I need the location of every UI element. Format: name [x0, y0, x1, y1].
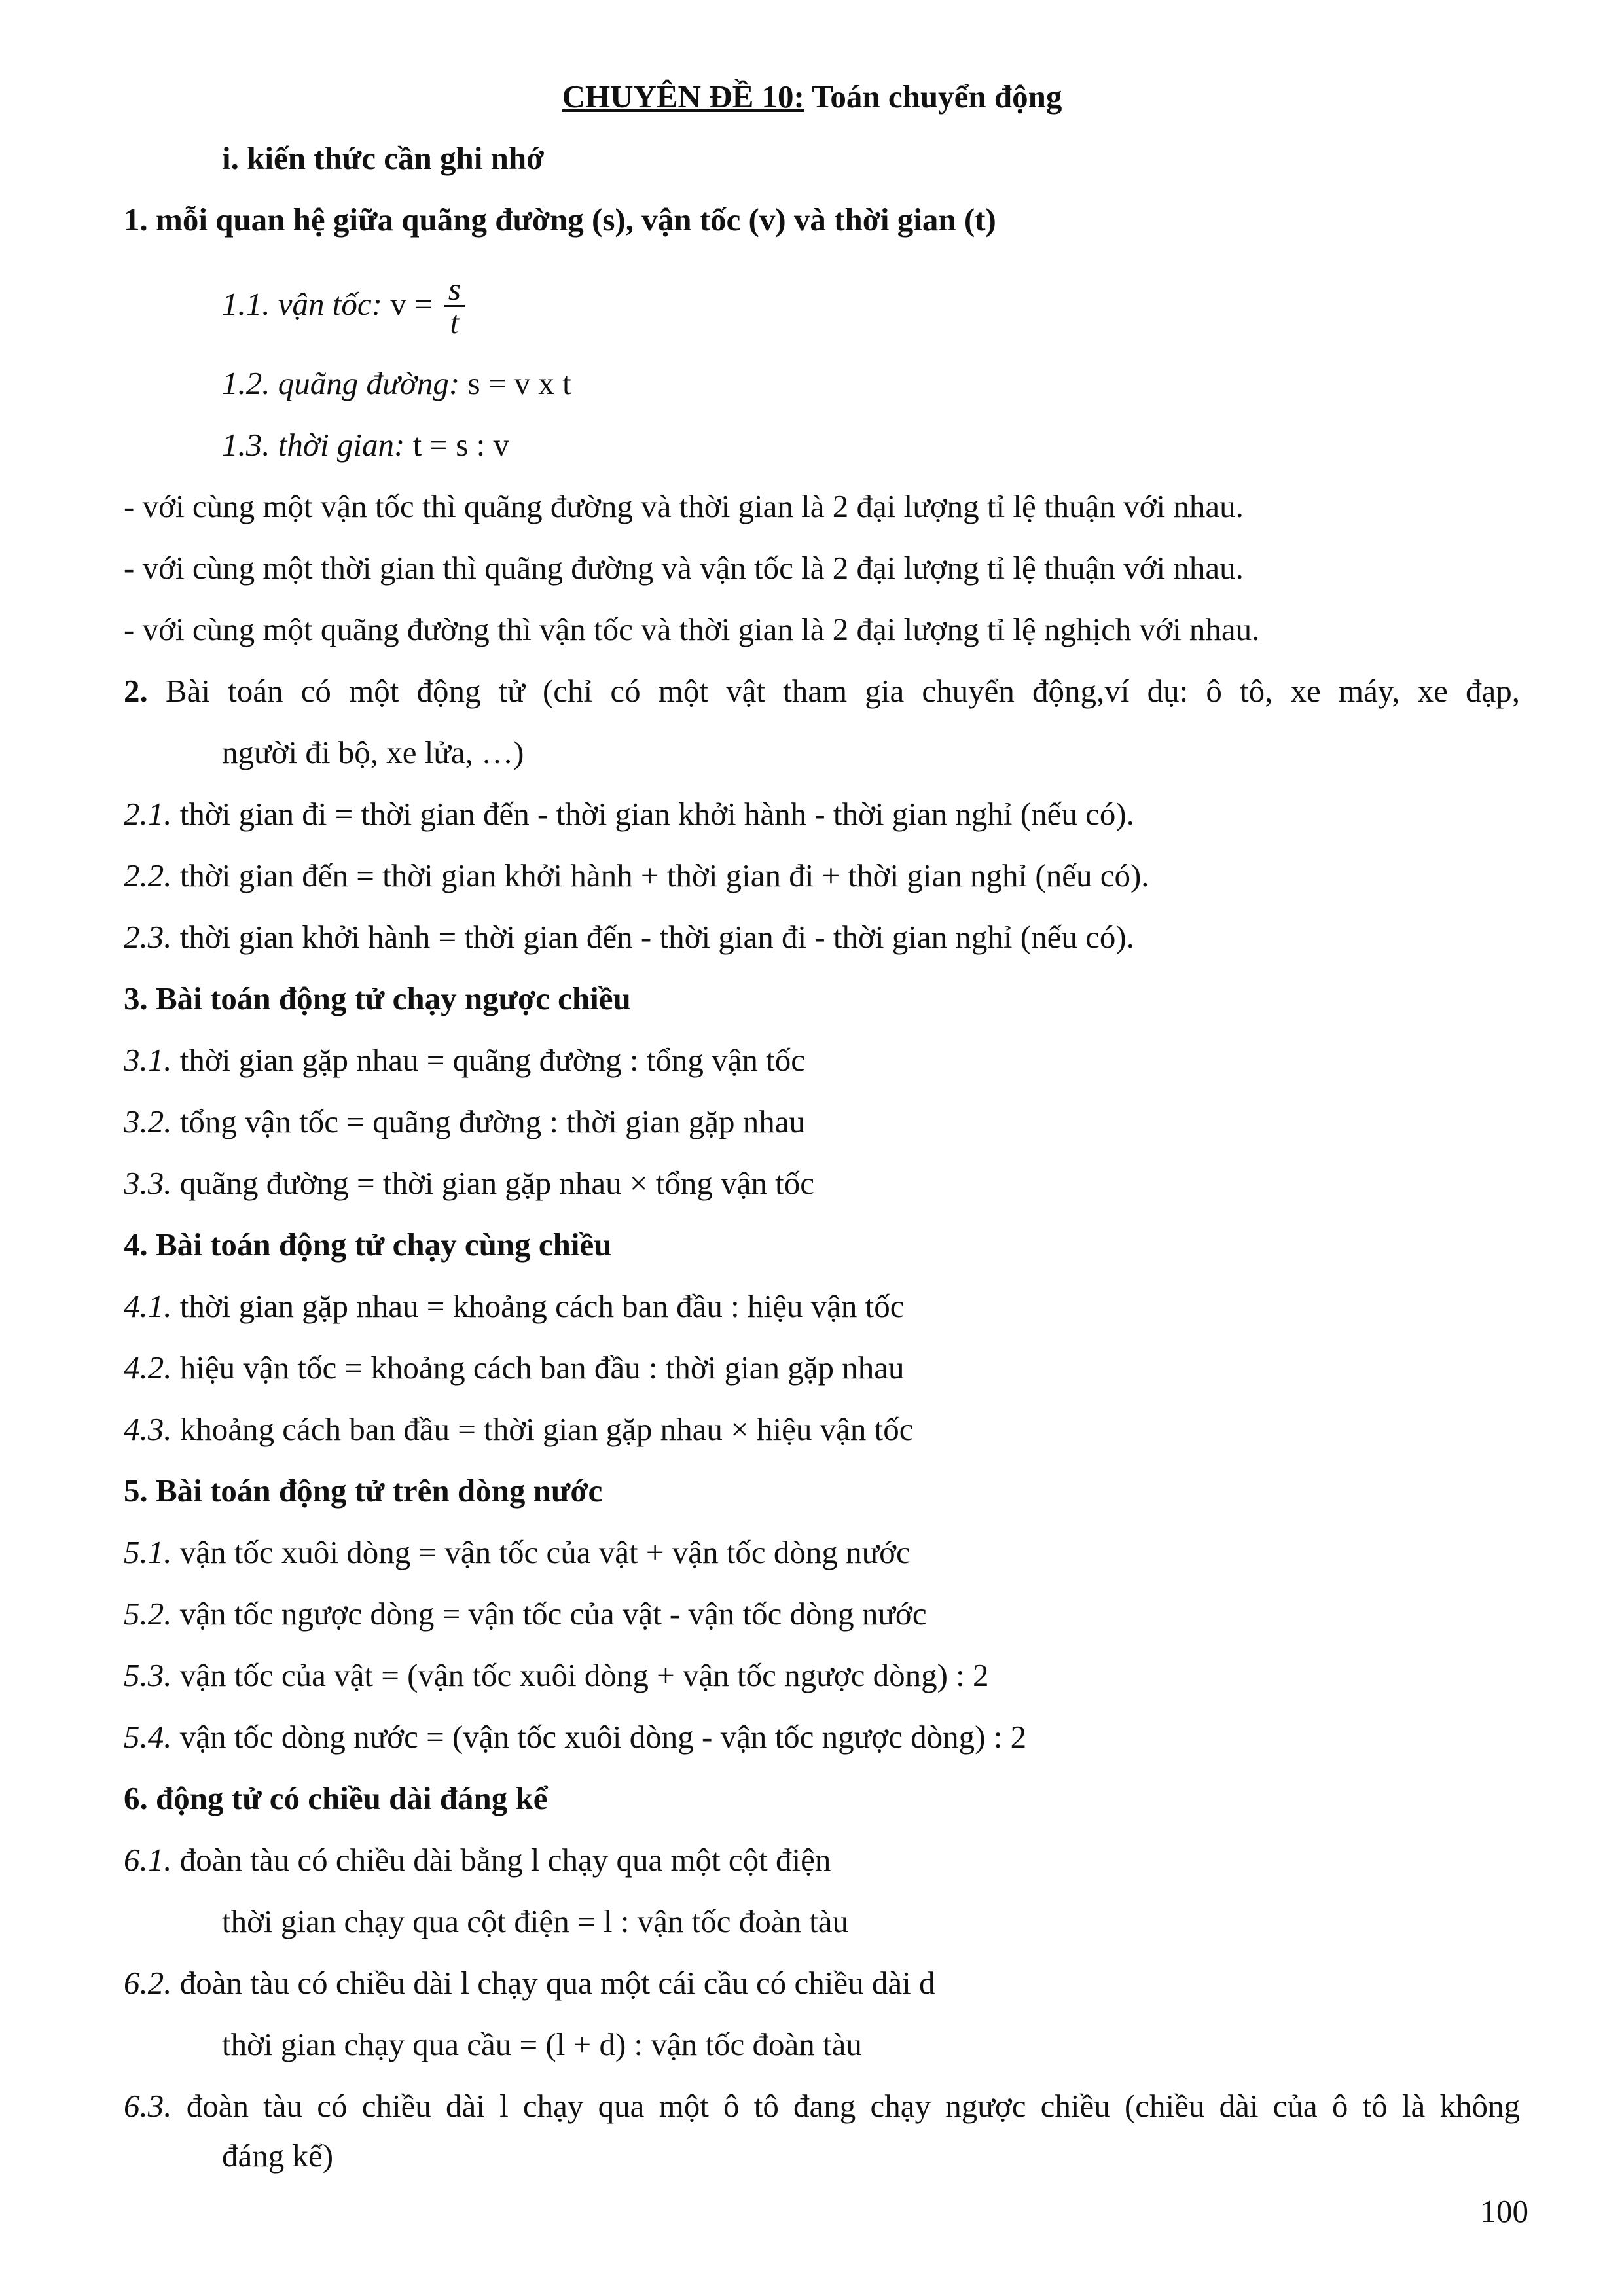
item-number: 6.3.: [124, 2088, 172, 2124]
item-text: quãng đường = thời gian gặp nhau × tổng vận tốc: [171, 1165, 814, 1201]
item-3-1: [124, 1041, 805, 1080]
formula-velocity-label: 1.1. vận tốc:: [222, 285, 382, 322]
heading-3: 3. Bài toán động tử chạy ngược chiều: [124, 980, 631, 1016]
item-5-2: [124, 1594, 927, 1634]
rule-line-1: - với cùng một vận tốc thì quãng đường và thời gian là 2 đại lượng tỉ lệ thuận với nhau.: [124, 488, 1244, 524]
item-2-2: [124, 856, 1149, 895]
fraction-numerator: s: [444, 274, 465, 307]
heading-2-number: 2.: [124, 673, 148, 709]
item-text: đoàn tàu có chiều dài l chạy qua một cái cầu có chiều dài d: [171, 1965, 935, 2001]
item-text: thời gian đến = thời gian khởi hành + thời gian đi + thời gian nghỉ (nếu có).: [171, 857, 1149, 893]
heading-2-text: Bài toán có một động tử (chỉ có một vật tham gia chuyển động,ví dụ: ô tô, xe máy, xe đạp,: [147, 673, 1520, 709]
item-4-1: [124, 1287, 904, 1326]
item-text: thời gian đi = thời gian đến - thời gian khởi hành - thời gian nghỉ (nếu có).: [171, 796, 1134, 832]
item-6-3-continuation: đáng kể): [222, 2138, 334, 2174]
title-prefix: CHUYÊN ĐỀ 10:: [562, 79, 804, 115]
item-number: 6.1.: [124, 1842, 172, 1878]
item-text: thời gian gặp nhau = quãng đường : tổng vận tốc: [171, 1042, 805, 1078]
section-heading-i: i. kiến thức cần ghi nhớ: [222, 140, 545, 176]
fraction-s-over-t: [444, 271, 465, 340]
item-number: 6.2.: [124, 1965, 172, 2001]
formula-time: [222, 425, 509, 465]
item-text: thời gian gặp nhau = khoảng cách ban đầu : hiệu vận tốc: [171, 1288, 905, 1324]
item-4-2: [124, 1348, 904, 1388]
item-text: vận tốc dòng nước = (vận tốc xuôi dòng - vận tốc ngược dòng) : 2: [171, 1719, 1027, 1755]
formula-distance-expr: s = v x t: [467, 365, 571, 401]
item-text: đoàn tàu có chiều dài l chạy qua một ô tô đang chạy ngược chiều (chiều dài của ô tô là không: [171, 2088, 1520, 2124]
item-text: vận tốc của vật = (vận tốc xuôi dòng + vận tốc ngược dòng) : 2: [171, 1657, 989, 1693]
item-text: vận tốc ngược dòng = vận tốc của vật - vận tốc dòng nước: [171, 1596, 927, 1632]
item-number: 5.1.: [124, 1534, 172, 1570]
item-2-3: [124, 918, 1134, 957]
formula-distance-label: 1.2. quãng đường:: [222, 365, 460, 401]
item-6-1: [124, 1840, 831, 1880]
item-text: hiệu vận tốc = khoảng cách ban đầu : thời gian gặp nhau: [171, 1350, 905, 1386]
item-6-3: [124, 2087, 1520, 2126]
item-5-4: [124, 1717, 1026, 1757]
item-text: vận tốc xuôi dòng = vận tốc của vật + vận tốc dòng nước: [171, 1534, 911, 1570]
formula-velocity: [222, 271, 465, 340]
item-2-1: [124, 795, 1134, 834]
item-number: 2.3.: [124, 919, 172, 955]
rule-line-3: - với cùng một quãng đường thì vận tốc và thời gian là 2 đại lượng tỉ lệ nghịch với nhau.: [124, 611, 1260, 647]
heading-2: [124, 672, 1520, 711]
item-text: tổng vận tốc = quãng đường : thời gian gặp nhau: [171, 1103, 805, 1139]
heading-5: 5. Bài toán động tử trên dòng nước: [124, 1473, 603, 1509]
item-number: 3.2.: [124, 1103, 172, 1139]
page-number: 100: [1480, 2193, 1528, 2229]
item-number: 5.4.: [124, 1719, 172, 1755]
heading-6: 6. động tử có chiều dài đáng kể: [124, 1780, 548, 1816]
item-number: 5.3.: [124, 1657, 172, 1693]
formula-time-label: 1.3. thời gian:: [222, 427, 405, 463]
page-title: [0, 77, 1624, 117]
formula-distance: [222, 364, 571, 403]
fraction-denominator: t: [450, 304, 460, 340]
heading-1: 1. mỗi quan hệ giữa quãng đường (s), vận tốc (v) và thời gian (t): [124, 202, 996, 238]
item-3-3: [124, 1164, 814, 1203]
item-3-2: [124, 1102, 805, 1141]
item-5-3: [124, 1656, 989, 1695]
item-number: 2.1.: [124, 796, 172, 832]
item-number: 3.1.: [124, 1042, 172, 1078]
heading-4: 4. Bài toán động tử chạy cùng chiều: [124, 1227, 612, 1263]
item-number: 2.2.: [124, 857, 172, 893]
heading-2-continuation: người đi bộ, xe lửa, …): [222, 734, 524, 770]
title-rest: Toán chuyển động: [804, 79, 1062, 115]
item-5-1: [124, 1533, 911, 1572]
formula-velocity-expr: v =: [390, 285, 433, 322]
item-4-3: [124, 1410, 913, 1449]
formula-time-expr: t = s : v: [412, 427, 509, 463]
item-number: 4.2.: [124, 1350, 172, 1386]
item-6-2-formula: thời gian chạy qua cầu = (l + d) : vận tốc đoàn tàu: [222, 2026, 862, 2062]
rule-line-2: - với cùng một thời gian thì quãng đường và vận tốc là 2 đại lượng tỉ lệ thuận với nhau.: [124, 550, 1244, 586]
item-number: 5.2.: [124, 1596, 172, 1632]
item-text: thời gian khởi hành = thời gian đến - thời gian đi - thời gian nghỉ (nếu có).: [171, 919, 1134, 955]
item-6-2: [124, 1964, 935, 2003]
item-number: 4.1.: [124, 1288, 172, 1324]
item-text: đoàn tàu có chiều dài bằng l chạy qua một cột điện: [171, 1842, 831, 1878]
item-number: 3.3.: [124, 1165, 172, 1201]
item-6-1-formula: thời gian chạy qua cột điện = l : vận tốc đoàn tàu: [222, 1903, 849, 1939]
item-number: 4.3.: [124, 1411, 172, 1447]
item-text: khoảng cách ban đầu = thời gian gặp nhau × hiệu vận tốc: [171, 1411, 914, 1447]
